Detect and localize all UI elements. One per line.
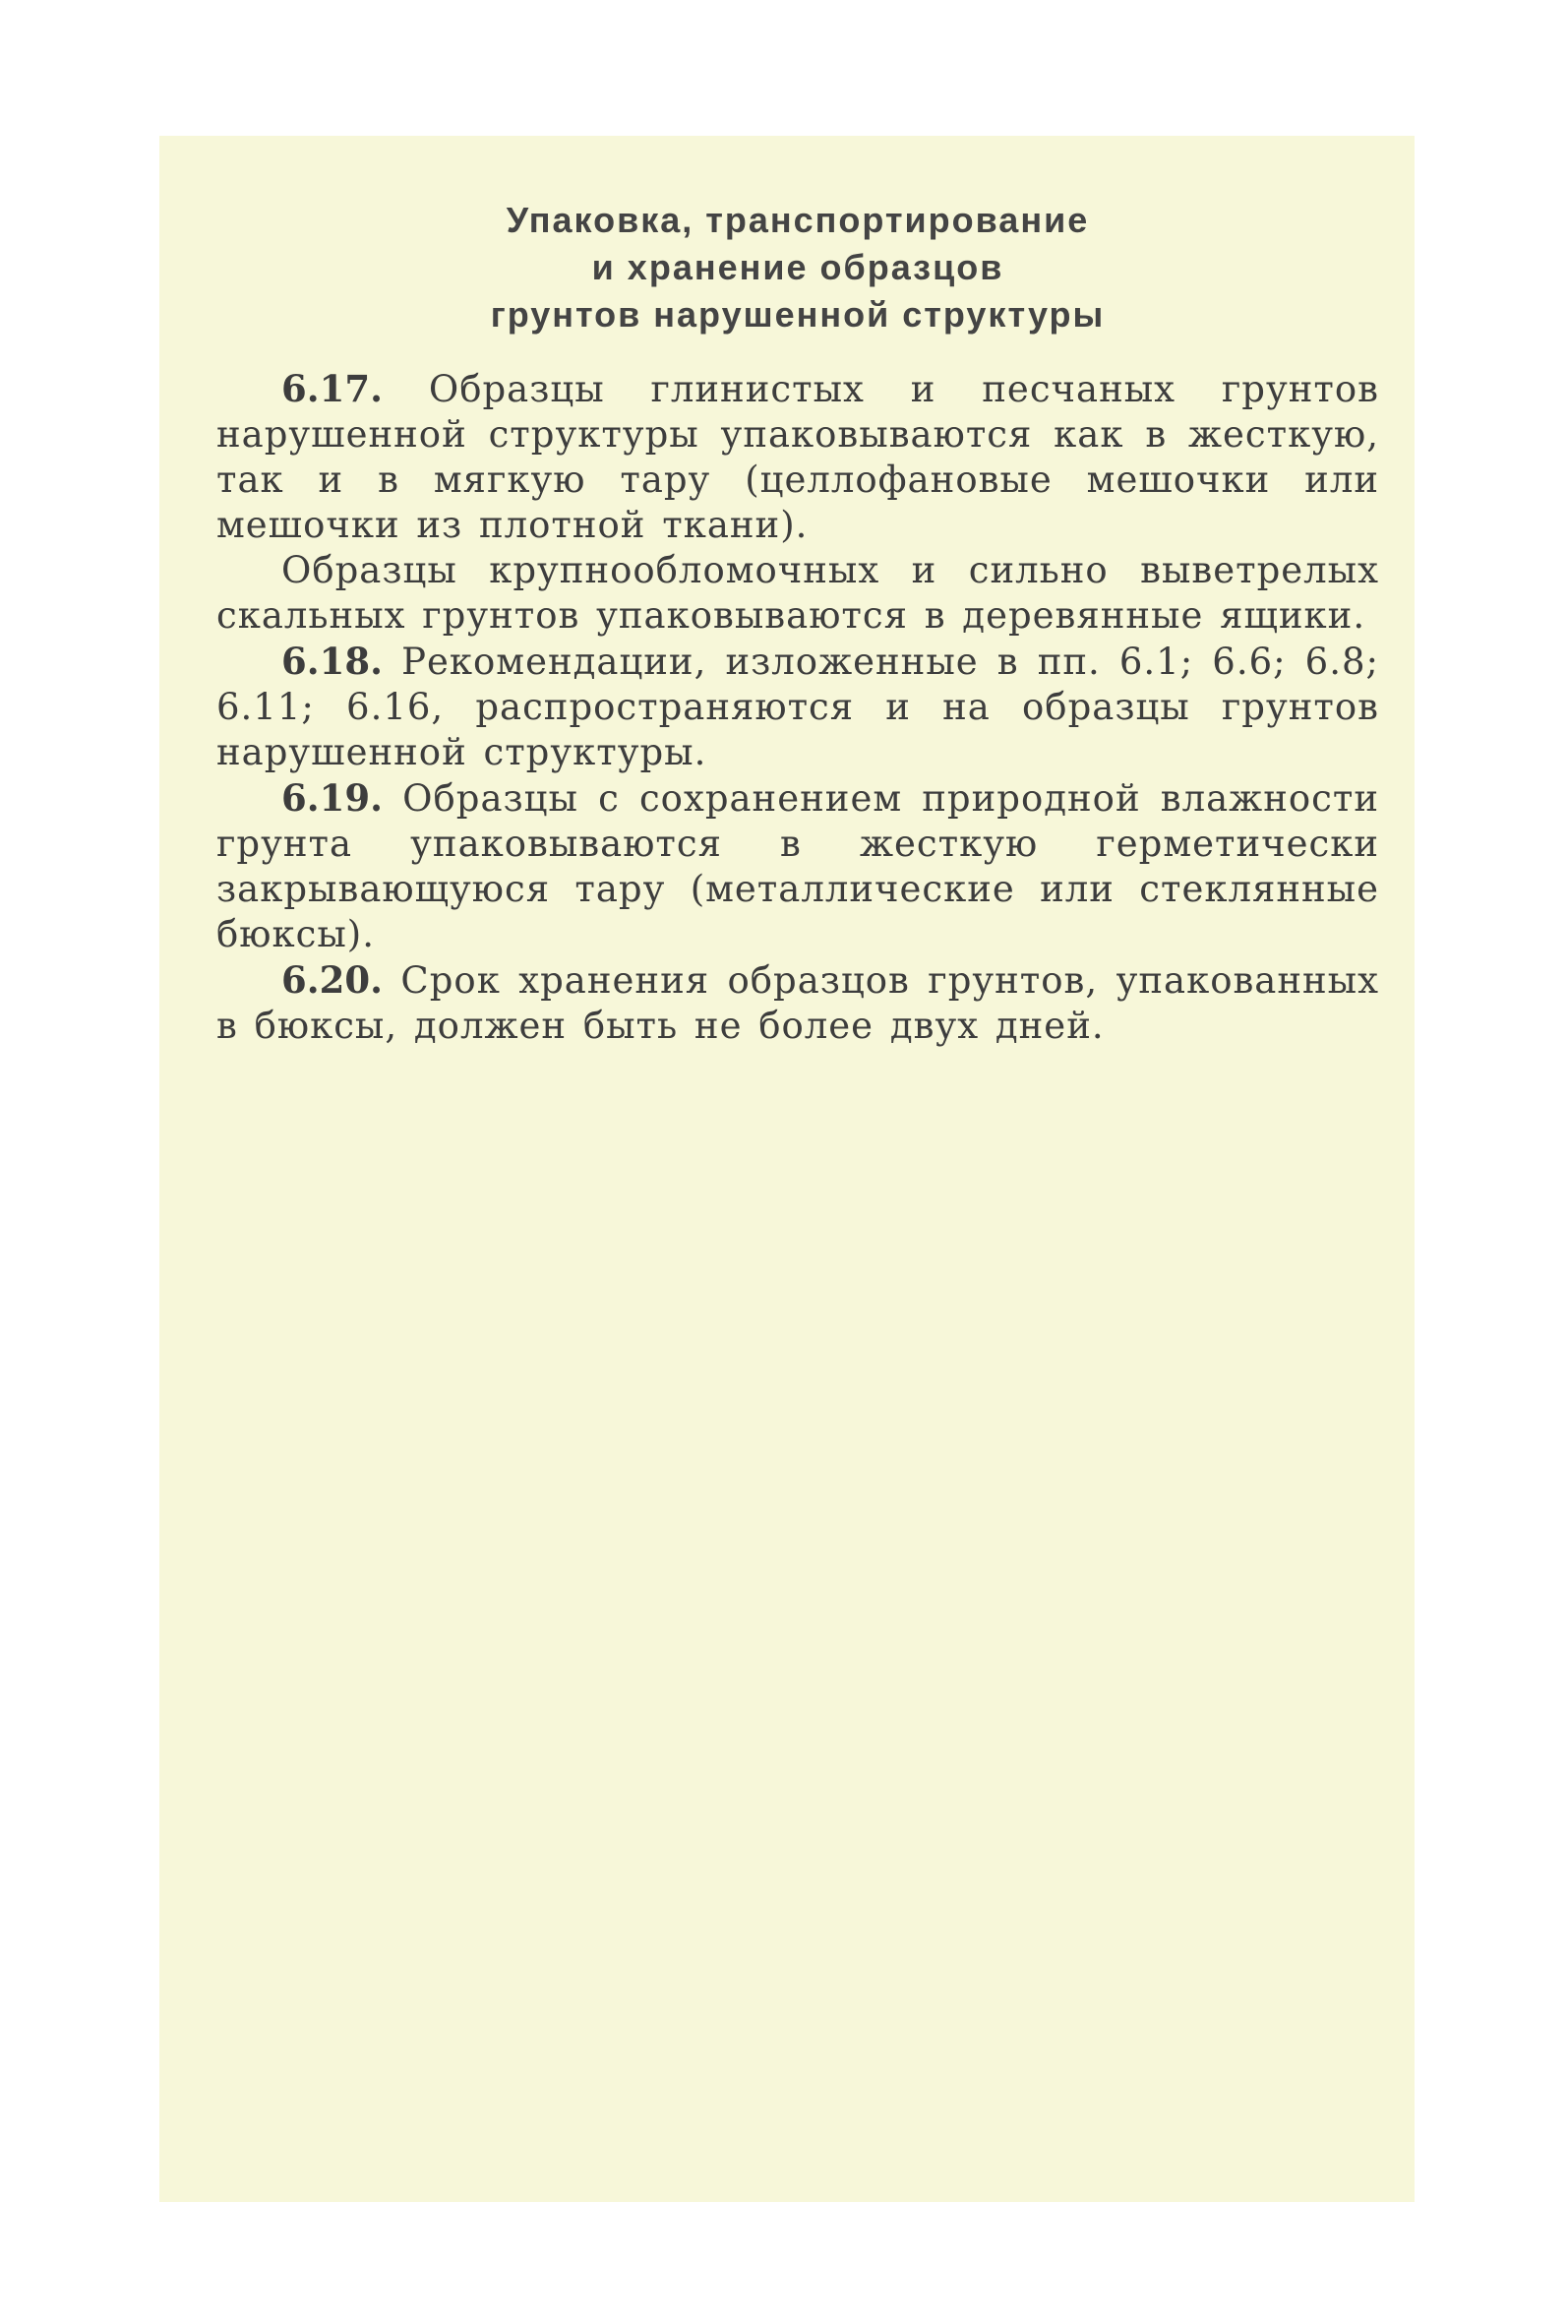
paragraph-number: 6.17. xyxy=(281,367,383,410)
heading-line-2: и хранение образцов xyxy=(591,247,1004,287)
paragraph-text: Образцы с сохранением природной влажности грунта упаковываются в жесткую герметически закрывающуюся тару (металлические или стеклянные бюксы). xyxy=(216,777,1379,955)
document-page xyxy=(159,136,1415,2202)
paragraph-number: 6.19. xyxy=(281,776,383,820)
paragraph-6-19 xyxy=(216,775,1379,957)
paragraph-text: Срок хранения образцов грунтов, упакованных в бюксы, должен быть не более двух дней. xyxy=(216,959,1379,1047)
section-heading xyxy=(216,197,1379,338)
paragraph-text: Рекомендации, изложенные в пп. 6.1; 6.6; 6.8; 6.11; 6.16, распространяются и на образцы грунтов нарушенной структуры. xyxy=(216,641,1379,773)
paragraph-number: 6.20. xyxy=(281,958,383,1002)
paragraph-text: Образцы глинистых и песчаных грунтов нарушенной структуры упаковываются как в жесткую, так и в мягкую тару (целлофановые мешочки или мешочки из плотной ткани). xyxy=(216,368,1379,546)
heading-line-3: грунтов нарушенной структуры xyxy=(490,294,1106,335)
paragraph-number: 6.18. xyxy=(281,640,383,683)
paragraph-6-20 xyxy=(216,957,1379,1049)
paragraph-text: Образцы крупнообломочных и сильно выветрелых скальных грунтов упаковываются в деревянные ящики. xyxy=(216,549,1379,637)
paragraph-6-18 xyxy=(216,639,1379,775)
page-content xyxy=(216,197,1379,1049)
heading-line-1: Упаковка, транспортирование xyxy=(506,200,1090,240)
paragraph-6-17-continued xyxy=(216,548,1379,639)
paragraph-6-17 xyxy=(216,366,1379,548)
